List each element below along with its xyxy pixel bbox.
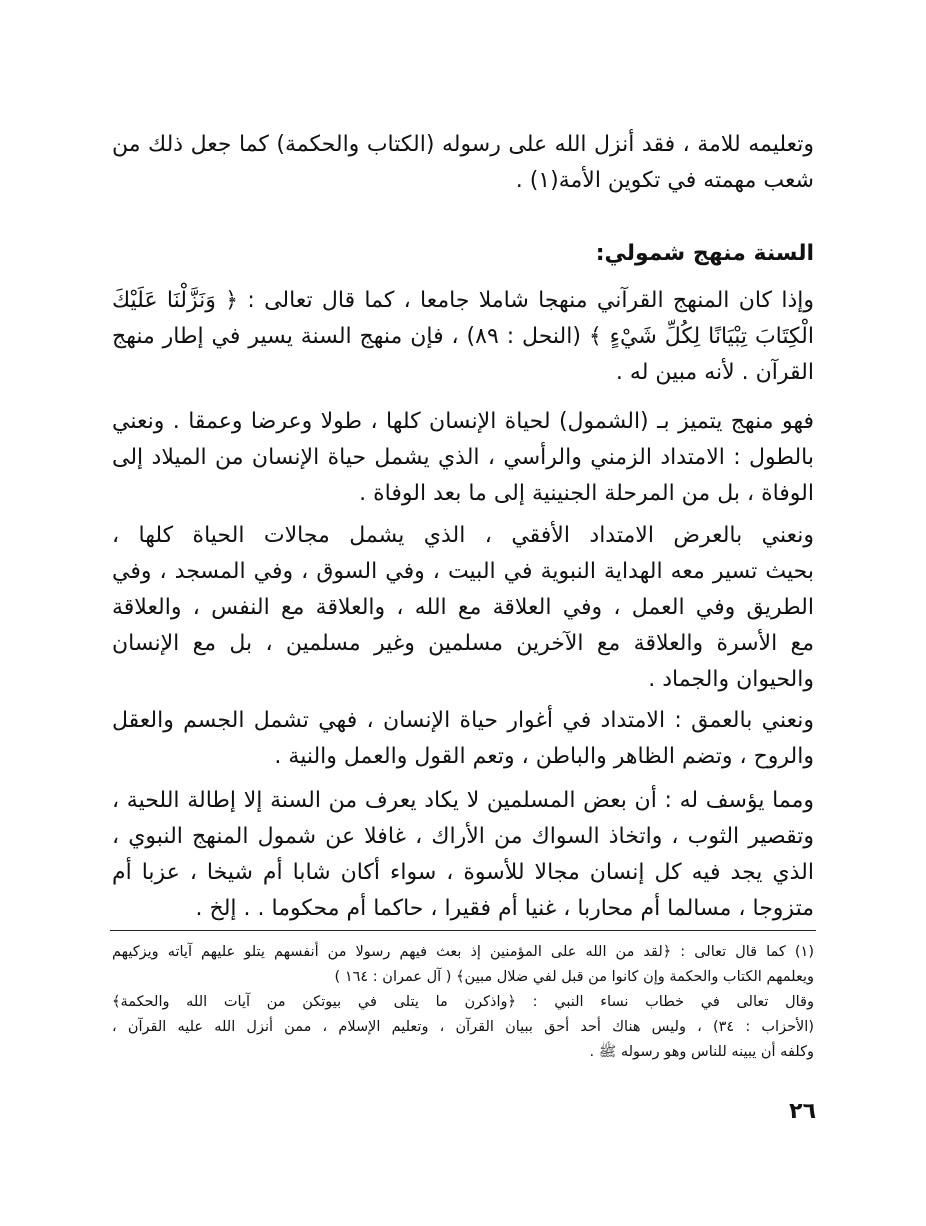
paragraph-regret — [112, 783, 814, 927]
text-line: فهو منهج يتميز بـ (الشمول) لحياة الإنسان كلها ، طولا وعرضا وعمقا . ونعني — [112, 409, 814, 434]
footnote-line: ويعلمهم الكتاب والحكمة وإن كانوا من قبل لفي ضلال مبين﴾ ( آل عمران : ١٦٤ ) — [334, 969, 814, 985]
text-line: ومما يؤسف له : أن بعض المسلمين لا يكاد يعرف من السنة إلا إطالة اللحية ، — [112, 788, 814, 813]
footnote-line: (الأحزاب : ٣٤) ، وليس هناك أحد أحق ببيان القرآن ، وتعليم الإسلام ، ممن أنزل الله عليه القرآن ، — [112, 1019, 814, 1035]
text-line: القرآن . لأنه مبين له . — [615, 360, 814, 385]
paragraph-comprehensive — [112, 283, 814, 391]
footnote-line: وقال تعالى في خطاب نساء النبي : ﴿واذكرن ما يتلى في بيوتكن من آيات الله والحكمة﴾ — [112, 994, 814, 1010]
text-line: وتعليمه للامة ، فقد أنزل الله على رسوله (الكتاب والحكمة) كما جعل ذلك من — [112, 132, 814, 157]
paragraph-width — [112, 518, 814, 698]
text-line: والروح ، وتضم الظاهر والباطن ، وتعم القول والعمل والنية . — [274, 744, 814, 769]
paragraph-length — [112, 404, 814, 512]
text-line: الذي يجد فيه كل إنسان مجالا للأسوة ، سواء أكان شابا أم شيخا ، عزبا أم — [112, 860, 814, 885]
footnote-line: (١) كما قال تعالى : ﴿لقد من الله على المؤمنين إذ بعث فيهم رسولا من أنفسهم يتلو عليهم آياته ويزكيهم — [112, 944, 814, 960]
text-line: بالطول : الامتداد الزمني والرأسي ، الذي يشمل حياة الإنسان من الميلاد إلى — [112, 445, 814, 470]
text-line: بحيث تسير معه الهداية النبوية في البيت ، وفي السوق ، وفي المسجد ، وفي — [112, 559, 814, 584]
text-line: ونعني بالعرض الامتداد الأفقي ، الذي يشمل مجالات الحياة كلها ، — [112, 523, 814, 548]
paragraph-depth — [112, 703, 814, 775]
text-line: وإذا كان المنهج القرآني منهجا شاملا جامعا ، كما قال تعالى : ﴿ وَنَزَّلْنَا عَلَيْكَ — [112, 288, 814, 313]
footnote-divider — [110, 930, 816, 931]
text-line: الوفاة ، بل من المرحلة الجنينية إلى ما بعد الوفاة . — [359, 481, 814, 506]
text-line: والحيوان والجماد . — [648, 667, 814, 692]
page-number: ٢٦ — [789, 1099, 816, 1124]
footnote-line: وكلفه أن يبينه للناس وهو رسوله ﷺ . — [589, 1044, 814, 1060]
footnote — [112, 940, 814, 1065]
section-heading-block — [112, 236, 814, 272]
section-heading: السنة منهج شمولي: — [595, 241, 814, 266]
text-line: متزوجا ، مسالما أم محاربا ، غنيا أم فقيرا ، حاكما أم محكوما . . إلخ . — [195, 896, 814, 921]
text-line: الطريق وفي العمل ، وفي العلاقة مع الله ، والعلاقة مع النفس ، والعلاقة — [112, 595, 814, 620]
text-line: مع الأسرة والعلاقة مع الآخرين مسلمين وغير مسلمين ، بل مع الإنسان — [112, 631, 814, 656]
paragraph-intro — [112, 127, 814, 199]
text-line: شعب مهمته في تكوين الأمة(١) . — [515, 168, 814, 193]
text-line: الْكِتَابَ تِبْيَانًا لِكُلِّ شَيْءٍ ﴾ (النحل : ٨٩) ، فإن منهج السنة يسير في إطار منهج — [112, 324, 814, 349]
text-line: وتقصير الثوب ، واتخاذ السواك من الأراك ، غافلا عن شمول المنهج النبوي ، — [112, 824, 814, 849]
text-line: ونعني بالعمق : الامتداد في أغوار حياة الإنسان ، فهي تشمل الجسم والعقل — [112, 708, 814, 733]
